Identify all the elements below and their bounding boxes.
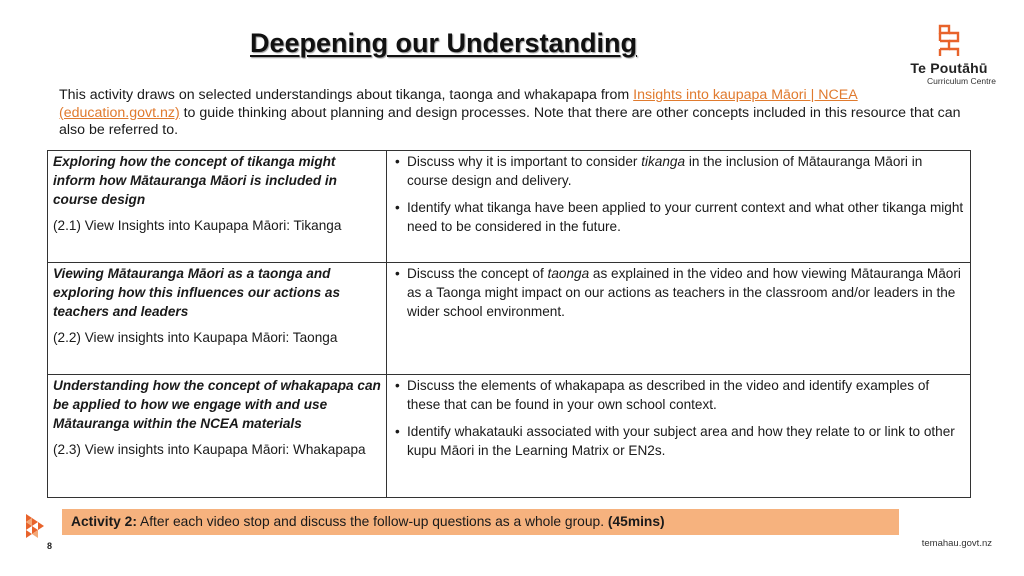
activity-banner [62,509,899,535]
page-title: Deepening our Understanding [250,28,638,58]
activity-duration: (45mins) [607,514,665,529]
row-discussion-cell [387,151,971,263]
row-question-cell [48,151,387,263]
row-question: Understanding how the concept of whakapapa can be applied to how we engage with and use Mātauranga within the NCEA materials [53,378,381,431]
discussion-bullet: • Discuss why it is important to consider tikanga in the inclusion of Mātauranga Māori in course design and delivery. [392,152,964,190]
logo-subtitle: Curriculum Centre [927,76,996,86]
activity-label: Activity 2: [71,514,137,529]
video-link-taonga[interactable]: (2.2) View insights into Kaupapa Māori: Taonga [53,330,338,345]
te-poutahu-logo [900,24,998,86]
discussion-bullet: • Discuss the concept of taonga as explained in the video and how viewing Mātauranga Māori as a Taonga might impact on our actions as teachers in the classroom and/or leaders in the wider school environment. [392,264,964,321]
intro-paragraph [59,87,971,140]
table-row [48,263,971,375]
intro-text-before: This activity draws on selected understandings about tikanga, taonga and whakapapa from [59,87,634,103]
triangle-pattern-icon [24,512,46,542]
pou-logo-icon [936,24,962,58]
table-row [48,375,971,498]
discussion-list [392,152,964,236]
page-number: 8 [47,541,53,551]
discussion-list [392,264,964,321]
discussion-bullet: • Discuss the elements of whakapapa as described in the video and identify examples of these that can be found in your own school context. [392,376,964,414]
logo-brand-name: Te Poutāhū [910,60,988,76]
discussion-list [392,376,964,460]
discussion-bullet: • Identify what tikanga have been applied to your current context and what other tikanga might need to be considered in the future. [392,198,964,236]
row-discussion-cell [387,375,971,498]
table-row [48,151,971,263]
activity-text: After each video stop and discuss the follow-up questions as a whole group. [136,514,608,529]
footer-url: temahau.govt.nz [921,538,992,549]
row-question-cell [48,263,387,375]
row-question-cell [48,375,387,498]
activity-table [47,150,971,498]
insights-link[interactable]: Insights into kaupapa Māori | NCEA (education.govt.nz) [59,87,858,121]
row-question: Exploring how the concept of tikanga might inform how Mātauranga Māori is included in course design [53,154,337,207]
row-question: Viewing Mātauranga Māori as a taonga and exploring how this influences our actions as teachers and leaders [53,266,341,319]
intro-text-after: to guide thinking about planning and design processes. Note that there are other concepts included in this resource that can also be referred to. [59,104,961,138]
row-discussion-cell [387,263,971,375]
discussion-bullet: • Identify whakatauki associated with your subject area and how they relate to or link to other kupu Māori in the Learning Matrix or EN2s. [392,422,964,460]
video-link-whakapapa[interactable]: (2.3) View insights into Kaupapa Māori: Whakapapa [53,442,366,457]
video-link-tikanga[interactable]: (2.1) View Insights into Kaupapa Māori: Tikanga [53,218,342,233]
